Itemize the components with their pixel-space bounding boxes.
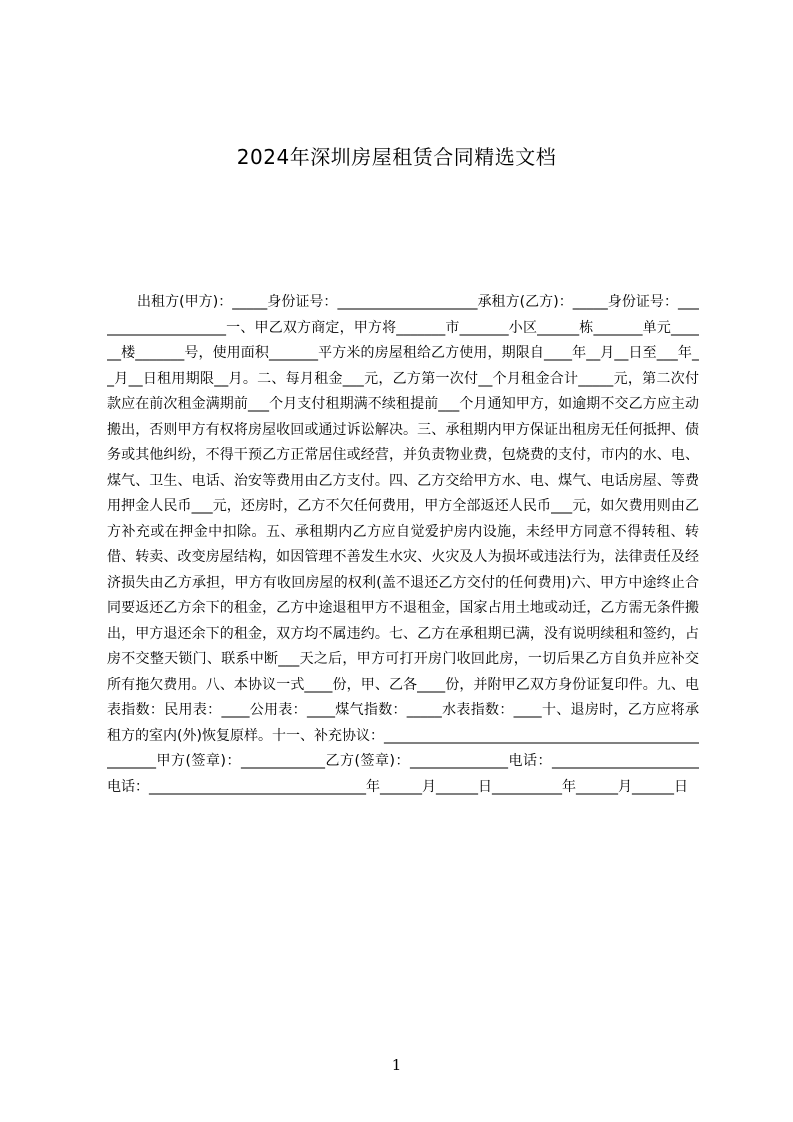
page-number: 1 — [391, 1056, 402, 1074]
contract-body: 出租方(甲方)：_____身份证号：____________________承租方(乙方)：_____身份证号：____________________一、甲乙双方商定，甲方将_______市_______小区______栋_______单元______楼_______号，使用面积_______平方米的房屋租给乙方使用，期限自____年__月__日至___年__月__日租用期限__月。二、每月租金___元，乙方第一次付__个月租金合计_____元，第二次付款应在前次租金满期前___个月支付租期满不续租提前___个月通知甲方，如逾期不交乙方应主动搬出，否则甲方有权将房屋收回或通过诉讼解决。三、承租期内甲方保证出租房无任何抵押、债务或其他纠纷，不得干预乙方正常居住或经营，并负责物业费，包烧费的支付，市内的水、电、煤气、卫生、电话、治安等费用由乙方支付。四、乙方交给甲方水、电、煤气、电话房屋、等费用押金人民币___元，还房时，乙方不欠任何费用，甲方全部返还人民币___元，如欠费用则由乙方补充或在押金中扣除。五、承租期内乙方应自觉爱护房内设施，未经甲方同意不得转租、转借、转卖、改变房屋结构，如因管理不善发生水灾、火灾及人为损坏或违法行为，法律责任及经济损失由乙方承担，甲方有收回房屋的权利(盖不退还乙方交付的任何费用)六、甲方中途终止合同要返还乙方余下的租金，乙方中途退租甲方不退租金，国家占用土地或动迁，乙方需无条件搬出，甲方退还余下的租金，双方均不属违约。七、乙方在承租期已满，没有说明续租和签约，占房不交整天锁门、联系中断___天之后，甲方可打开房门收回此房，一切后果乙方自负并应补交所有拖欠费用。八、本协议一式____份，甲、乙各____份，并附甲乙双方身份证复印件。九、电表指数：民用表：____公用表：____煤气指数：_____水表指数：____十、退房时，乙方应将承租方的室内(外)恢复原样。十一、补充协议：____________________________________________________甲方(签章)：____________乙方(签章)：______________电话：_____________________电话：_______________________________年______月______日__________年______月______日 — [107, 294, 699, 795]
document-title: 2024年深圳房屋租赁合同精选文档 — [236, 145, 557, 169]
